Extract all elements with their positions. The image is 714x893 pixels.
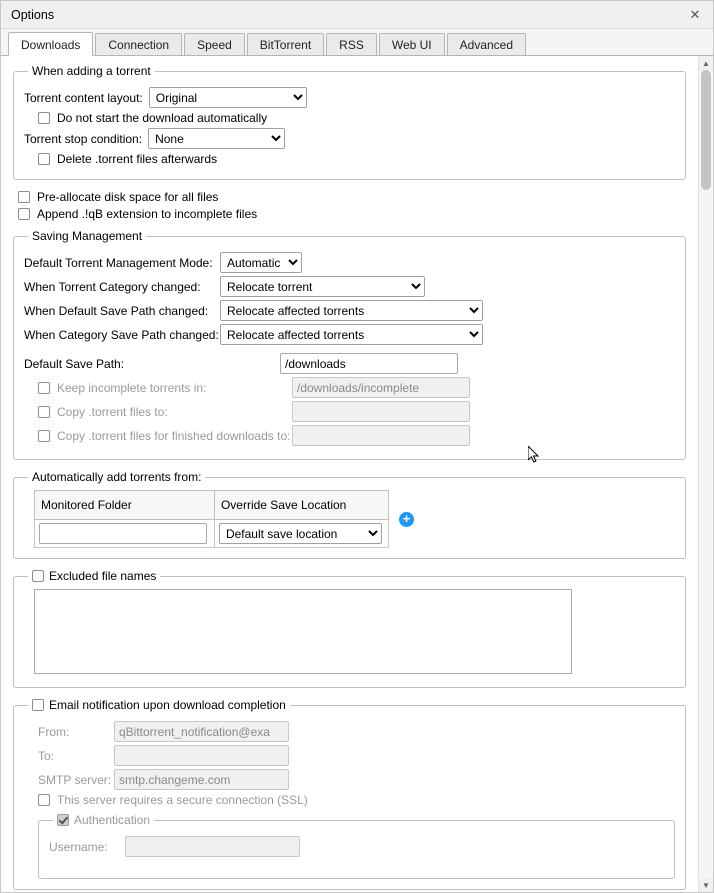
excluded-file-names-checkbox[interactable] xyxy=(32,570,44,582)
col-override-save-location: Override Save Location xyxy=(214,491,388,520)
cell-monitored-folder xyxy=(35,520,215,548)
row-torrent-content-layout xyxy=(24,87,675,108)
copy-torrent-files-checkbox[interactable] xyxy=(38,406,50,418)
default-save-path-label: Default Save Path: xyxy=(24,356,125,371)
row-ssl-required[interactable] xyxy=(38,793,675,807)
append-extension-label: Append .!qB extension to incomplete files xyxy=(37,207,258,221)
col-monitored-folder: Monitored Folder xyxy=(35,491,215,520)
watched-folders-table xyxy=(34,490,389,548)
row-append-extension[interactable] xyxy=(18,207,686,221)
row-copy-torrent-files xyxy=(24,401,675,422)
content-area xyxy=(1,56,713,892)
default-save-path-input[interactable] xyxy=(280,353,458,374)
keep-incomplete-label: Keep incomplete torrents in: xyxy=(57,380,207,395)
authentication-label: Authentication xyxy=(74,813,151,827)
keep-incomplete-input[interactable] xyxy=(292,377,470,398)
group-auto-add-torrents-legend: Automatically add torrents from: xyxy=(32,470,202,484)
smtp-server-label: SMTP server: xyxy=(38,772,112,787)
authentication-checkbox[interactable] xyxy=(57,814,69,826)
copy-finished-torrent-files-input[interactable] xyxy=(292,425,470,446)
keep-incomplete-checkbox[interactable] xyxy=(38,382,50,394)
email-from-label: From: xyxy=(38,724,70,739)
scrollbar-thumb[interactable] xyxy=(701,70,711,190)
group-saving-management xyxy=(13,229,686,460)
row-category-save-path-changed xyxy=(24,324,675,345)
row-delete-torrent-after[interactable] xyxy=(38,152,675,166)
tab-connection[interactable]: Connection xyxy=(95,33,182,55)
default-tmm-select[interactable] xyxy=(220,252,302,273)
do-not-start-checkbox[interactable] xyxy=(38,112,50,124)
row-username xyxy=(49,836,664,857)
group-authentication-legend xyxy=(53,813,154,827)
scrollbar-track[interactable] xyxy=(699,70,713,878)
torrent-stop-condition-select[interactable] xyxy=(148,128,285,149)
group-excluded-file-names xyxy=(13,569,686,688)
default-save-path-changed-label: When Default Save Path changed: xyxy=(24,303,209,318)
row-default-save-path xyxy=(24,353,675,374)
ssl-required-label: This server requires a secure connection (SSL) xyxy=(57,793,308,807)
torrent-content-layout-select[interactable] xyxy=(149,87,307,108)
default-tmm-label: Default Torrent Management Mode: xyxy=(24,255,213,270)
do-not-start-label: Do not start the download automatically xyxy=(57,111,268,125)
group-when-adding-torrent xyxy=(13,64,686,180)
category-save-path-changed-select[interactable] xyxy=(220,324,483,345)
copy-torrent-files-label: Copy .torrent files to: xyxy=(57,404,168,419)
delete-torrent-after-checkbox[interactable] xyxy=(38,153,50,165)
category-save-path-changed-label: When Category Save Path changed: xyxy=(24,327,219,342)
group-email-notification xyxy=(13,698,686,890)
preallocate-disk-space-checkbox[interactable] xyxy=(18,191,30,203)
monitored-folder-input[interactable] xyxy=(39,523,207,544)
row-default-save-path-changed xyxy=(24,300,675,321)
plus-icon[interactable]: + xyxy=(399,512,414,527)
cell-override-save-location xyxy=(214,520,388,548)
row-email-to xyxy=(24,745,675,766)
group-saving-management-legend: Saving Management xyxy=(32,229,143,243)
category-changed-label: When Torrent Category changed: xyxy=(24,279,201,294)
excluded-file-names-label: Excluded file names xyxy=(49,569,157,583)
title-bar xyxy=(1,1,713,29)
table-header-row xyxy=(35,491,389,520)
tab-downloads[interactable]: Downloads xyxy=(8,32,93,56)
copy-finished-torrent-files-label: Copy .torrent files for finished downloads to: xyxy=(57,428,291,443)
group-authentication xyxy=(38,813,675,879)
row-email-from xyxy=(24,721,675,742)
copy-torrent-files-input[interactable] xyxy=(292,401,470,422)
tab-bar xyxy=(1,29,713,56)
row-copy-finished-torrent-files xyxy=(24,425,675,446)
row-preallocate-disk-space[interactable] xyxy=(18,190,686,204)
scroll-down-icon[interactable]: ▼ xyxy=(699,878,713,892)
category-changed-select[interactable] xyxy=(220,276,425,297)
table-row xyxy=(35,520,389,548)
email-to-label: To: xyxy=(38,748,55,763)
delete-torrent-after-label: Delete .torrent files afterwards xyxy=(57,152,218,166)
tab-bittorrent[interactable]: BitTorrent xyxy=(247,33,324,55)
username-label: Username: xyxy=(49,839,108,854)
torrent-content-layout-label: Torrent content layout: xyxy=(24,90,143,105)
preallocate-disk-space-label: Pre-allocate disk space for all files xyxy=(37,190,219,204)
downloads-panel xyxy=(1,56,698,892)
torrent-stop-condition-label: Torrent stop condition: xyxy=(24,131,143,146)
email-notification-checkbox[interactable] xyxy=(32,699,44,711)
row-default-tmm xyxy=(24,252,675,273)
tab-advanced[interactable]: Advanced xyxy=(447,33,526,55)
default-save-path-changed-select[interactable] xyxy=(220,300,483,321)
append-extension-checkbox[interactable] xyxy=(18,208,30,220)
excluded-file-names-textarea[interactable] xyxy=(34,589,572,674)
close-icon[interactable]: ✕ xyxy=(689,6,701,22)
row-torrent-stop-condition xyxy=(24,128,675,149)
group-email-notification-legend xyxy=(28,698,290,712)
tab-rss[interactable]: RSS xyxy=(326,33,377,55)
smtp-server-input[interactable] xyxy=(114,769,289,790)
tab-webui[interactable]: Web UI xyxy=(379,33,445,55)
group-auto-add-torrents xyxy=(13,470,686,559)
override-save-location-select[interactable] xyxy=(219,523,382,544)
scroll-up-icon[interactable]: ▲ xyxy=(699,56,713,70)
tab-speed[interactable]: Speed xyxy=(184,33,245,55)
row-do-not-start[interactable] xyxy=(38,111,675,125)
row-smtp-server xyxy=(24,769,675,790)
window-title: Options xyxy=(11,7,55,22)
username-input[interactable] xyxy=(125,836,300,857)
vertical-scrollbar[interactable] xyxy=(698,56,713,892)
ssl-required-checkbox[interactable] xyxy=(38,794,50,806)
email-from-input[interactable] xyxy=(114,721,289,742)
email-to-input[interactable] xyxy=(114,745,289,766)
copy-finished-torrent-files-checkbox[interactable] xyxy=(38,430,50,442)
row-category-changed xyxy=(24,276,675,297)
group-excluded-file-names-legend xyxy=(28,569,160,583)
group-when-adding-torrent-legend: When adding a torrent xyxy=(32,64,151,78)
row-keep-incomplete xyxy=(24,377,675,398)
email-notification-label: Email notification upon download completion xyxy=(49,698,286,712)
